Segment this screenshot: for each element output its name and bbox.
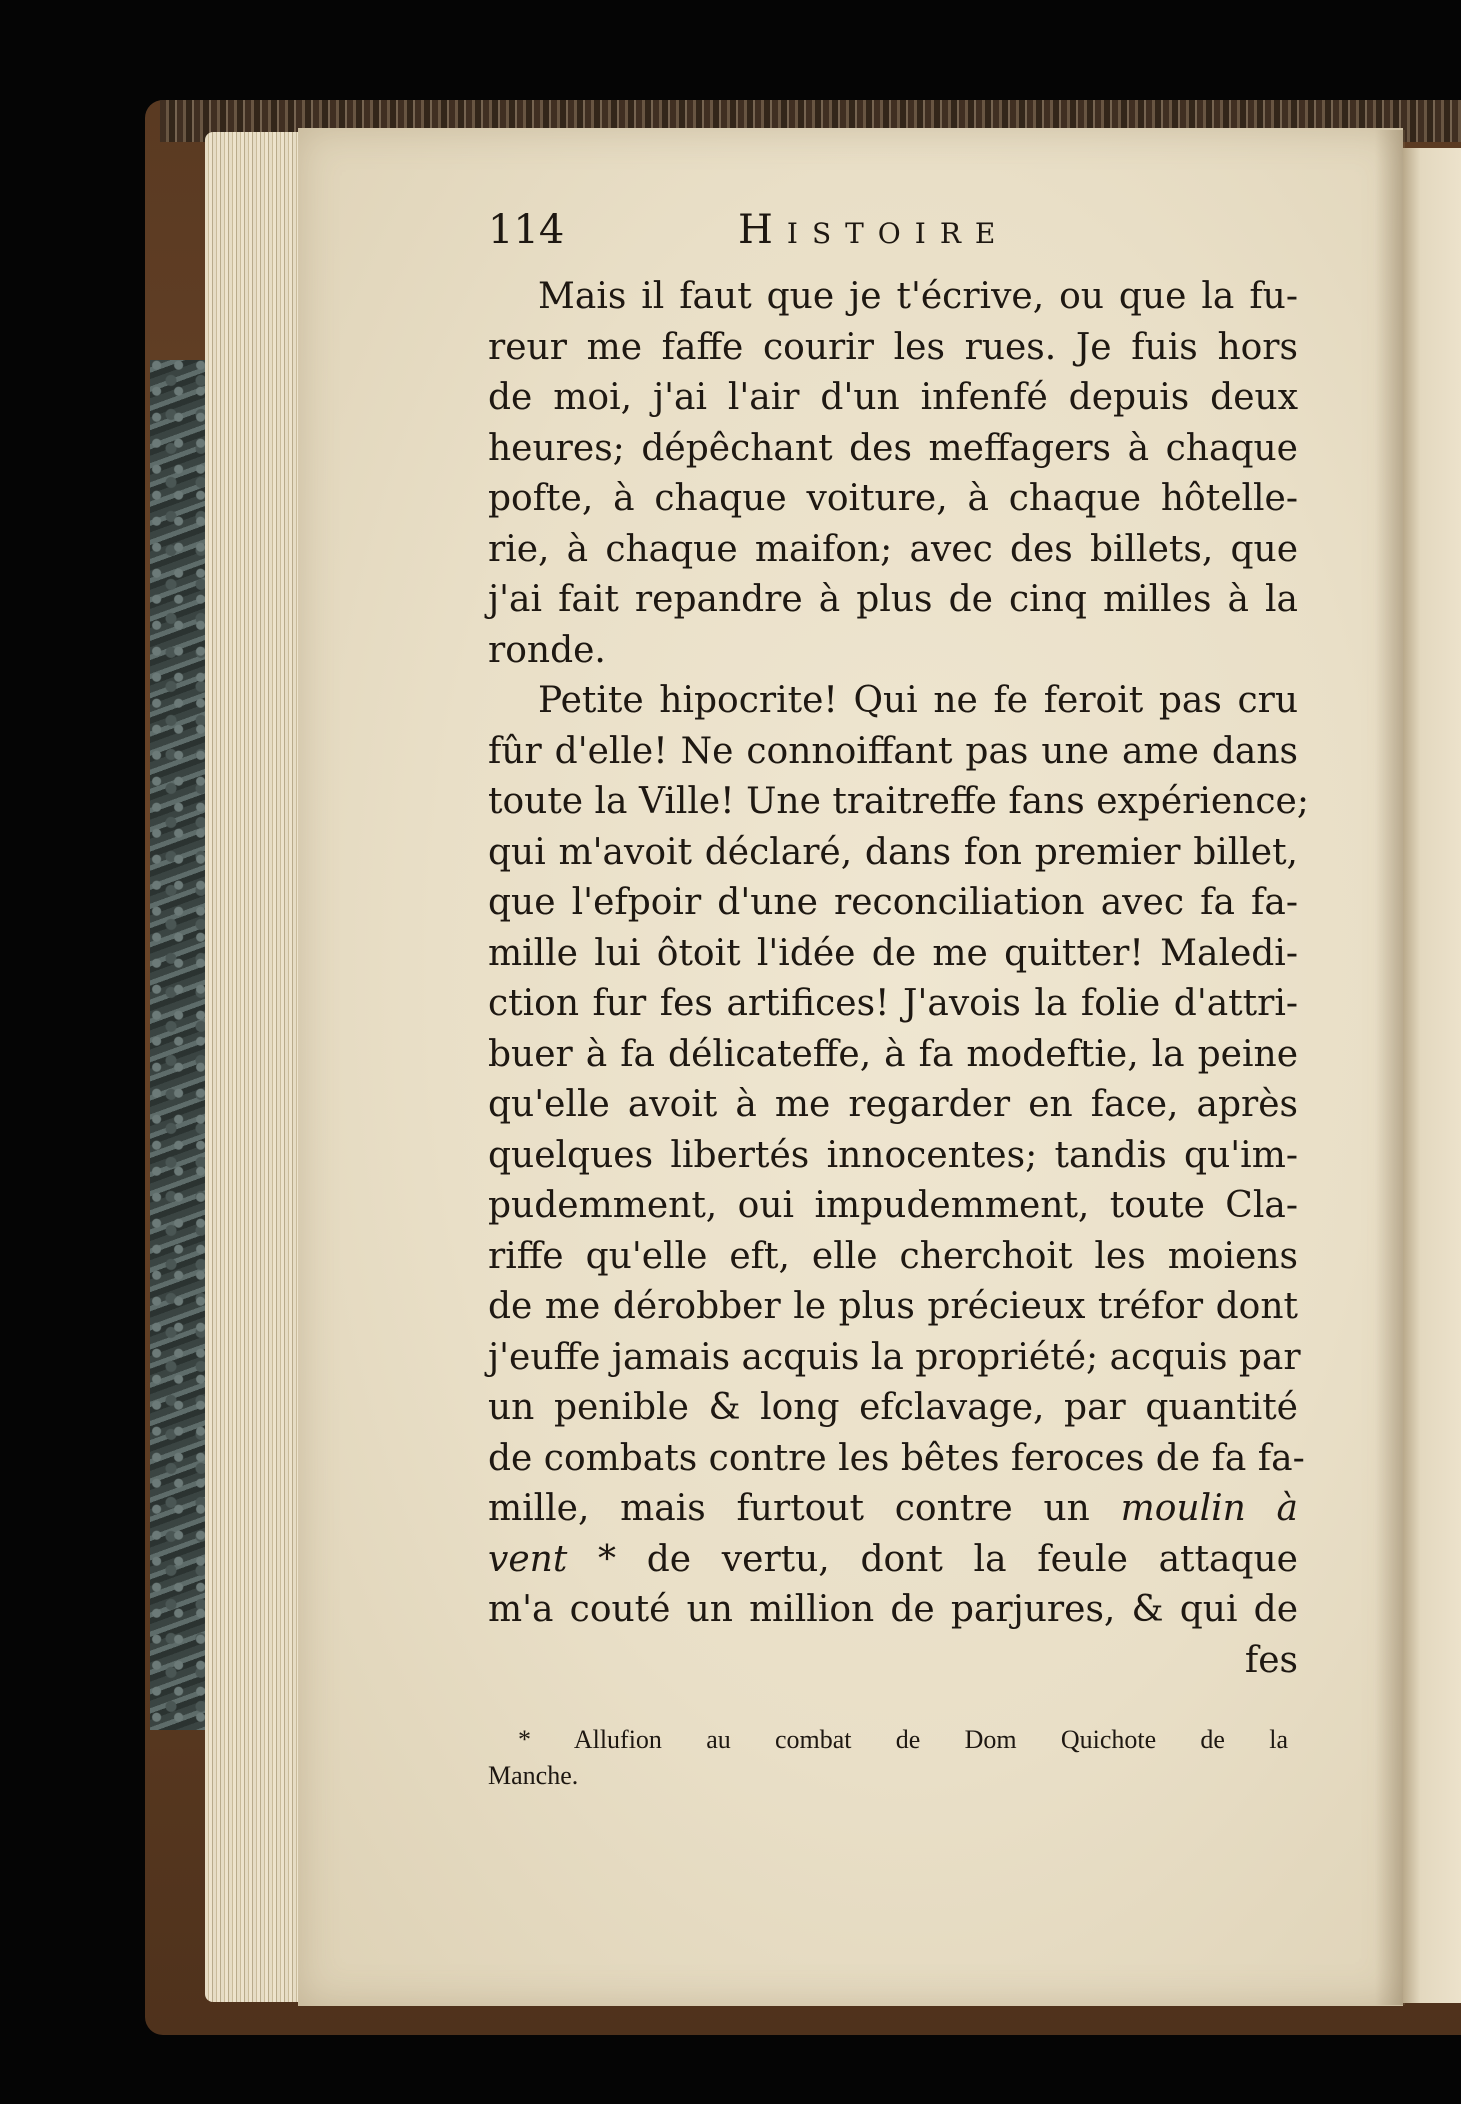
italic-phrase: moulin à — [1120, 1488, 1299, 1529]
text-line: que l'efpoir d'une reconciliation avec fa fa- — [488, 882, 1298, 923]
running-head — [488, 200, 1308, 260]
text-line: heures; dépêchant des meffagers à chaque — [488, 427, 1298, 469]
text-line-with-italic — [488, 1484, 1298, 1535]
text-line: ronde. — [488, 629, 606, 671]
facing-page-edge — [1403, 148, 1461, 2003]
footnote-marker: * — [598, 1538, 617, 1580]
footnote — [488, 1722, 1288, 1794]
text-line: pudemment, oui impudemment, toute Cla- — [488, 1185, 1298, 1226]
text-line-with-italic — [488, 1535, 1298, 1586]
text-line: mille lui ôtoit l'idée de me quitter! Maledi- — [488, 932, 1298, 974]
gutter-shadow — [1375, 130, 1405, 2005]
text-line: j'ai fait repandre à plus de cinq milles à la — [488, 579, 1298, 620]
text-line: qu'elle avoit à me regarder en face, après — [488, 1084, 1298, 1125]
text-line: Mais il faut que je t'écrive, ou que la fu- — [538, 276, 1298, 317]
text-line: de moi, j'ai l'air d'un infenfé depuis deux — [488, 377, 1298, 418]
text-line: quelques libertés innocentes; tandis qu'im- — [488, 1134, 1298, 1176]
text-line: pofte, à chaque voiture, à chaque hôtelle- — [488, 478, 1298, 519]
italic-phrase: vent — [488, 1538, 568, 1580]
running-head-title: Histoire — [738, 207, 1010, 253]
catchword: fes — [1244, 1639, 1298, 1681]
text-line: m'a couté un million de parjures, & qui de — [488, 1589, 1298, 1630]
text-line: j'euffe jamais acquis la propriété; acquis par — [488, 1336, 1301, 1378]
text-line: reur me faffe courir les rues. Je fuis hors — [488, 326, 1298, 368]
marbled-endpaper — [150, 360, 210, 1730]
text-line: de combats contre les bêtes feroces de fa fa- — [488, 1437, 1305, 1479]
text-line: toute la Ville! Une traitreffe fans expérience; — [488, 781, 1309, 822]
text-line: riffe qu'elle eft, elle cherchoit les moiens — [488, 1235, 1298, 1277]
text-line: de me dérobber le plus précieux tréfor dont — [488, 1286, 1298, 1327]
footnote-line: * Allufion au combat de Dom Quichote de la — [518, 1725, 1288, 1754]
text-fragment: de vertu, dont la feule attaque — [646, 1538, 1298, 1580]
text-line: un penible & long efclavage, par quantité — [488, 1387, 1298, 1428]
body-text — [488, 272, 1309, 1686]
text-line: qui m'avoit déclaré, dans fon premier billet, — [488, 831, 1298, 873]
text-line: rie, à chaque maifon; avec des billets, que — [488, 528, 1298, 570]
text-line: ction fur fes artifices! J'avois la folie d'attri- — [488, 983, 1298, 1024]
text-fragment: mille, mais furtout contre un — [488, 1488, 1090, 1529]
text-line: buer à fa délicateffe, à fa modeftie, la peine — [488, 1033, 1298, 1075]
text-line: fûr d'elle! Ne connoiffant pas une ame dans — [488, 730, 1298, 772]
page-edges — [205, 132, 305, 2002]
footnote-line: Manche. — [488, 1761, 579, 1790]
text-line: Petite hipocrite! Qui ne fe feroit pas cru — [538, 680, 1298, 721]
page-number: 114 — [488, 207, 565, 253]
